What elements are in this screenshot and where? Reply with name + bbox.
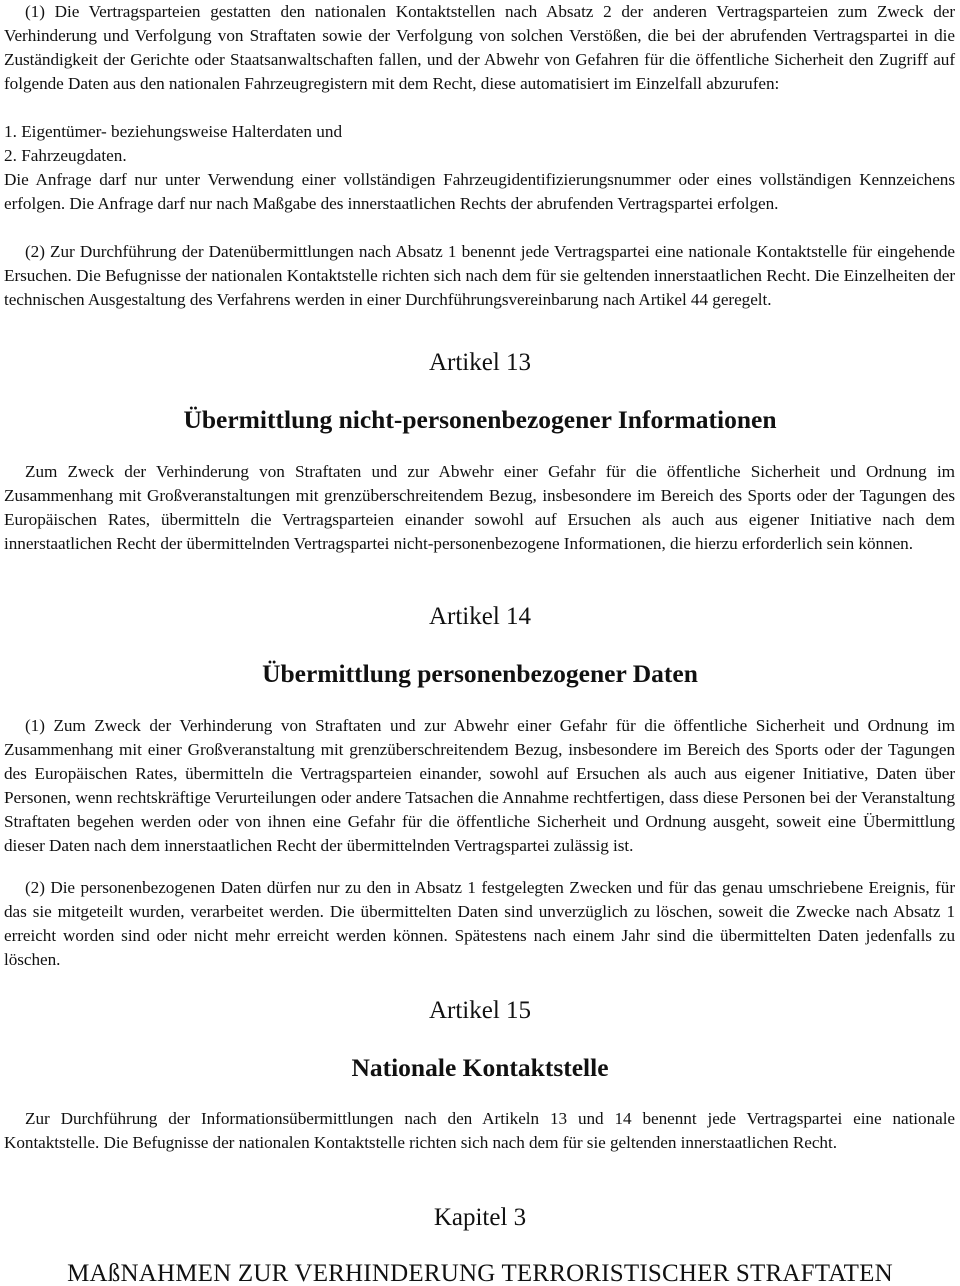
list-item-vehicle-data: 2. Fahrzeugdaten. (4, 146, 127, 165)
paragraph-1-continuation: Die Anfrage darf nur unter Verwendung einer vollständigen Fahrzeugidentifizierungsnummer oder eines vollständigen Kennzeichens erfolgen. Die Anfrage darf nur nach Maßgabe des innerstaatlichen Rechts der abrufenden Vertragspartei erfolgen. (4, 170, 955, 213)
article-14-number: Artikel 14 (428, 603, 532, 630)
list-item-owner-data: 1. Eigentümer- beziehungsweise Halterdaten und (4, 122, 343, 141)
paragraph-2: (2) Zur Durchführung der Datenübermittlungen nach Absatz 1 benennt jede Vertragspartei eine nationale Kontaktstelle für eingehende Ersuchen. Die Befugnisse der nationalen Kontaktstelle richten sich nach dem für sie geltenden innerstaatlichen Recht. Die Einzelheiten der technischen Ausgestaltung des Verfahrens werden in einer Durchführungsvereinbarung nach Artikel 44 geregelt. (4, 242, 955, 309)
article-14-paragraph-2: (2) Die personenbezogenen Daten dürfen nur zu den in Absatz 1 festgelegten Zwecken und für das genau umschriebene Ereignis, für das sie mitgeteilt wurden, verarbeitet werden. Die übermittelten Daten sind unverzüglich zu löschen, soweit die Zwecke nach Absatz 1 erreicht worden sind oder nicht mehr erreicht werden können. Spätestens nach einem Jahr sind die übermittelten Daten jedenfalls zu löschen. (4, 878, 955, 969)
article-14-title: Übermittlung personenbezogener Daten (262, 659, 698, 688)
chapter-3-number: Kapitel 3 (433, 1204, 527, 1231)
article-15-paragraph: Zur Durchführung der Informationsübermittlungen nach den Artikeln 13 und 14 benennt jede Vertragspartei eine nationale Kontaktstelle. Die Befugnisse der nationalen Kontaktstelle richten sich nach dem für sie geltenden innerstaatlichen Recht. (4, 1109, 955, 1152)
article-14-paragraph-1: (1) Zum Zweck der Verhinderung von Straftaten und zur Abwehr einer Gefahr für die öffentliche Sicherheit und Ordnung im Zusammenhang mit einer Großveranstaltung mit grenzüberschreitendem Bezug, insbesondere im Bereich des Sports oder der Tagungen des Europäischen Rates, übermitteln die Vertragsparteien einander, sowohl auf Ersuchen als auch aus eigener Initiative, Daten über Personen, wenn rechtskräftige Verurteilungen oder andere Tatsachen die Annahme rechtfertigen, dass diese Personen bei der Veranstaltung Straftaten begehen werden oder von ihnen eine Gefahr für die öffentliche Sicherheit und Ordnung ausgeht, soweit eine Übermittlung dieser Daten nach dem innerstaatlichen Recht der übermittelnden Vertragspartei zulässig ist. (4, 716, 955, 855)
article-15-title: Nationale Kontaktstelle (351, 1053, 609, 1082)
paragraph-1: (1) Die Vertragsparteien gestatten den nationalen Kontaktstellen nach Absatz 2 der anderen Vertragsparteien zum Zweck der Verhinderung und Verfolgung von Straftaten sowie der Verfolgung von solchen Verstößen, die bei der abrufenden Vertragspartei in die Zuständigkeit der Gerichte oder Staatsanwaltschaften fallen, und der Abwehr von Gefahren für die öffentliche Sicherheit den Zugriff auf folgende Daten aus den nationalen Fahrzeugregistern mit dem Recht, diese automatisiert im Einzelfall abzurufen: (4, 2, 955, 93)
article-13-title: Übermittlung nicht-personenbezogener Informationen (183, 405, 777, 434)
article-15-number: Artikel 15 (428, 997, 532, 1024)
article-13-paragraph: Zum Zweck der Verhinderung von Straftaten und zur Abwehr einer Gefahr für die öffentliche Sicherheit und Ordnung im Zusammenhang mit Großveranstaltungen mit grenzüberschreitendem Bezug, insbesondere im Bereich des Sports oder der Tagungen des Europäischen Rates, übermitteln die Vertragsparteien einander sowohl auf Ersuchen als auch aus eigener Initiative nach dem innerstaatlichen Recht der übermittelnden Vertragspartei nicht-personenbezogene Informationen, die hierzu erforderlich sein können. (4, 462, 955, 553)
chapter-3-title: MAßNAHMEN ZUR VERHINDERUNG TERRORISTISCHER STRAFTATEN (67, 1260, 893, 1286)
article-13-number: Artikel 13 (428, 349, 532, 376)
